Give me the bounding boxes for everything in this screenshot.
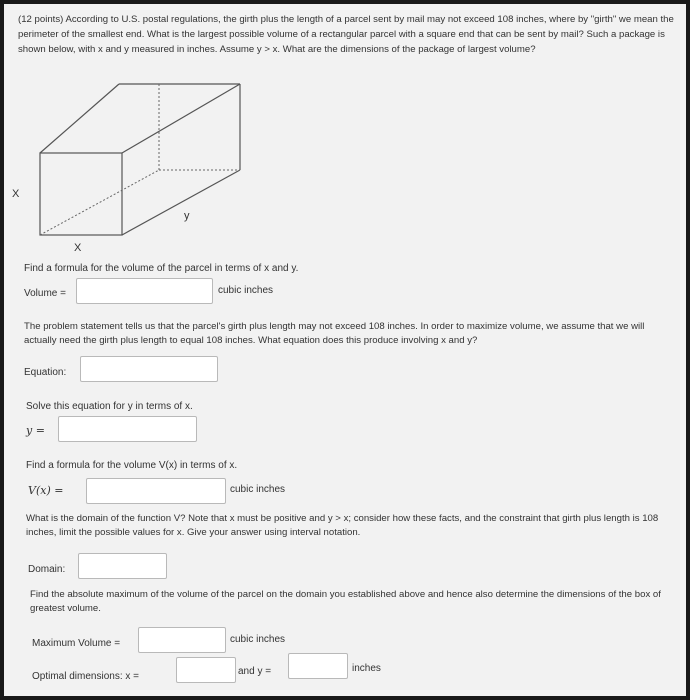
label-y: y	[184, 210, 190, 222]
optimal-x-input[interactable]	[176, 657, 236, 683]
label-x-bottom: X	[74, 242, 82, 254]
edge-top-left	[40, 84, 119, 153]
optimal-y-input[interactable]	[288, 653, 348, 679]
domain-input[interactable]	[78, 553, 167, 579]
edge-bottom-right	[122, 170, 240, 235]
q1-label: Volume =	[24, 288, 66, 299]
max-volume-unit: cubic inches	[230, 634, 286, 645]
q1-prompt: Find a formula for the volume of the parcel in terms of x and y.	[24, 263, 299, 274]
q4-label: V(x) =	[28, 484, 64, 497]
hidden-edge-diagonal	[40, 170, 159, 235]
parcel-figure	[4, 4, 686, 264]
front-face	[40, 153, 122, 235]
q2-prompt: The problem statement tells us that the parcel's girth plus length may not exceed 108 inches. In order to maximize volume, we assume that we will actually need the girth plus length to equal 108 inches. What equation does this produce involving x and y?	[24, 321, 645, 346]
q4-prompt: Find a formula for the volume V(x) in terms of x.	[26, 460, 238, 471]
volume-input[interactable]	[76, 278, 213, 304]
optimal-unit: inches	[352, 663, 381, 674]
equation-input[interactable]	[80, 356, 218, 382]
and-y-label: and y =	[238, 666, 272, 677]
q5-prompt: What is the domain of the function V? Note that x must be positive and y > x; consider how these facts, and the constraint that girth plus length is 108 inches, limit the possible values for x. Give your answer using interval notation.	[26, 513, 659, 538]
q1-unit: cubic inches	[218, 285, 274, 296]
homework-page	[4, 4, 686, 696]
q2-label: Equation:	[24, 367, 67, 378]
q4-unit: cubic inches	[230, 484, 286, 495]
label-x-side: X	[12, 188, 20, 200]
q3-label: y =	[26, 424, 45, 437]
max-volume-input[interactable]	[138, 627, 226, 653]
points-label: (12 points)	[18, 14, 64, 25]
q6-prompt: Find the absolute maximum of the volume of the parcel on the domain you established above and hence also determine the dimensions of the box of greatest volume.	[30, 589, 661, 614]
edge-top-right	[122, 84, 240, 153]
max-volume-label: Maximum Volume =	[32, 638, 121, 649]
q3-prompt: Solve this equation for y in terms of x.	[26, 401, 193, 412]
optimal-dimensions-label: Optimal dimensions: x =	[32, 671, 139, 682]
v-of-x-input[interactable]	[86, 478, 226, 504]
y-input[interactable]	[58, 416, 197, 442]
q5-label: Domain:	[28, 564, 66, 575]
problem-text: According to U.S. postal regulations, the girth plus the length of a parcel sent by mail may not exceed 108 inches, where by "girth" we mean the perimeter of the smallest end. What is the largest possible volume of a rectangular parcel with a square end that can be sent by mail? Such a package is shown below, with x and y measured in inches. Assume y > x. What are the dimensions of the package of largest volume?	[18, 14, 674, 55]
